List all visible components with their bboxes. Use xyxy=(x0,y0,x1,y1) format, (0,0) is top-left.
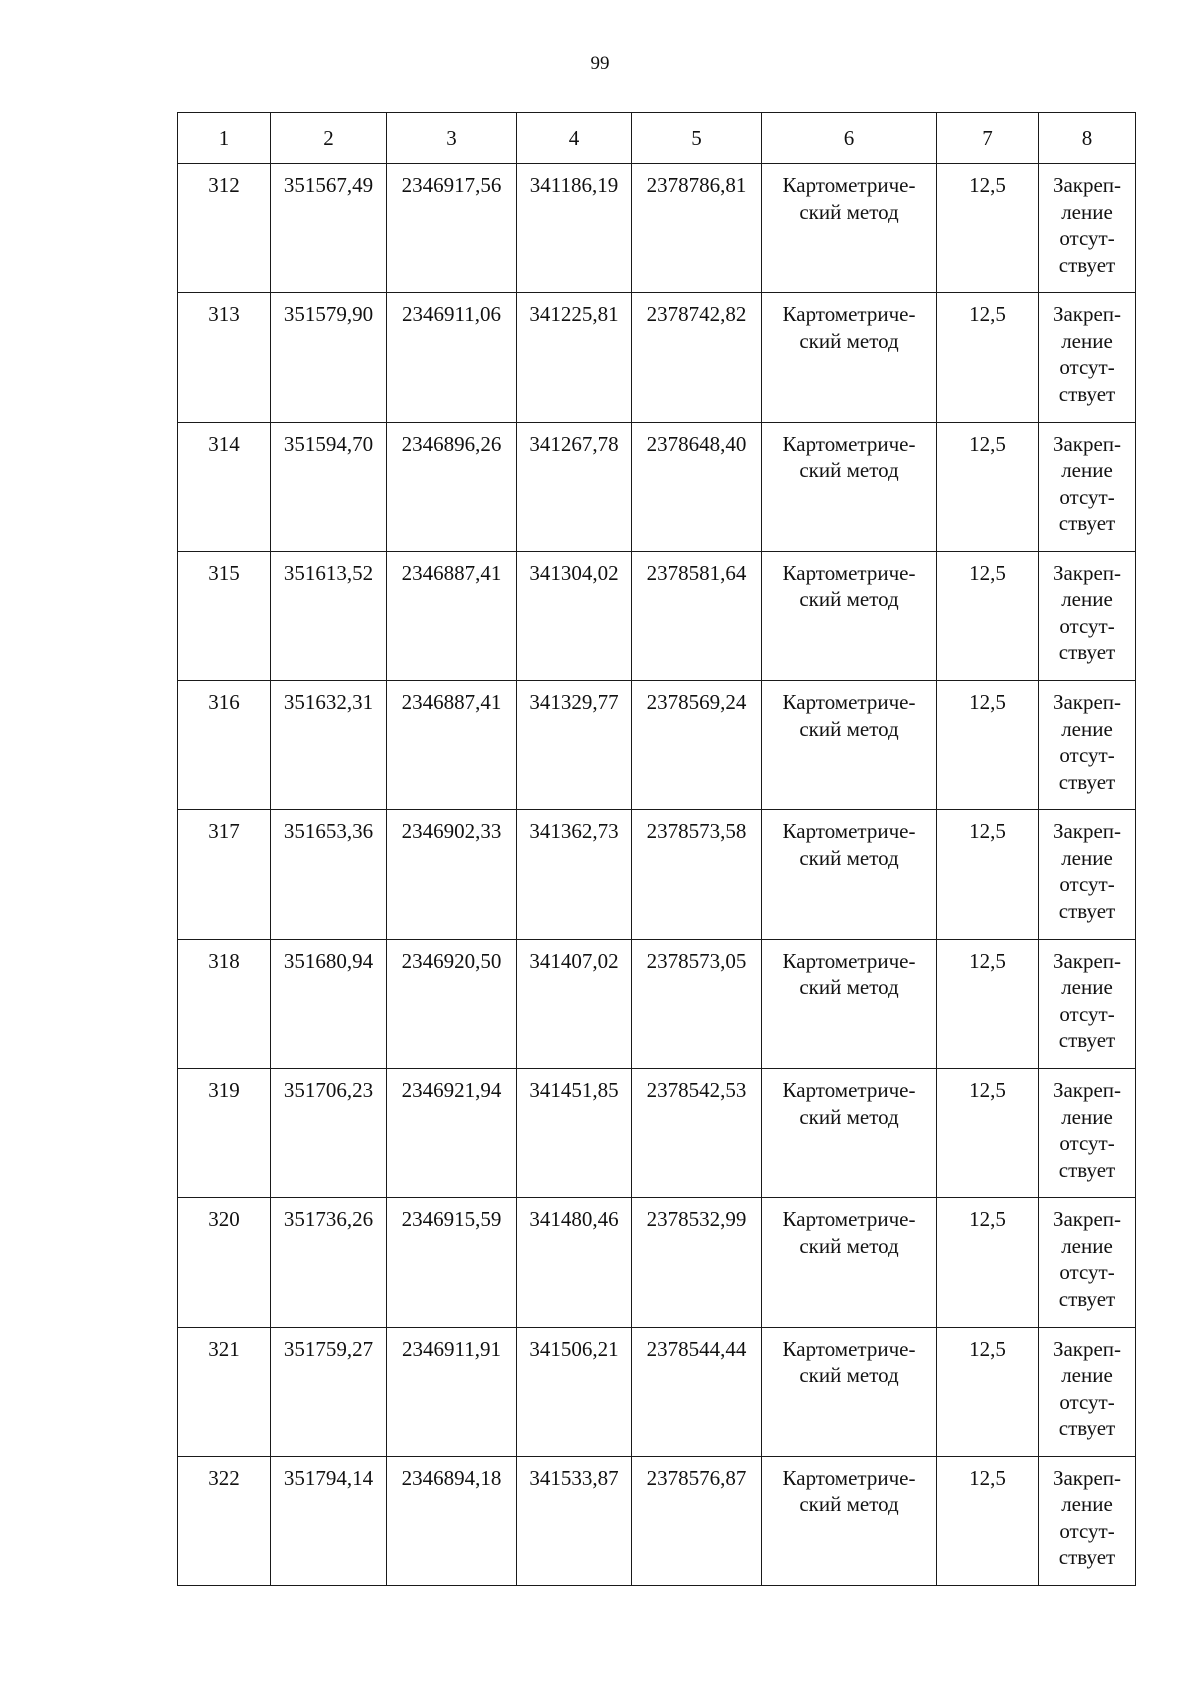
header-cell: 6 xyxy=(762,113,937,164)
fixation-cell xyxy=(1039,551,1136,680)
cell-text: Картометриче- ский метод xyxy=(782,948,916,1000)
coord-y2-cell xyxy=(632,1327,762,1456)
table-row xyxy=(178,551,1136,680)
method-cell xyxy=(762,293,937,422)
cell-text: 12,5 xyxy=(969,1465,1006,1490)
coord-x2-cell xyxy=(517,422,632,551)
fixation-cell xyxy=(1039,939,1136,1068)
cell-text: Картометриче- ский метод xyxy=(782,819,916,870)
accuracy-cell xyxy=(937,681,1039,810)
cell-text: 12,5 xyxy=(969,690,1006,715)
method-cell xyxy=(762,681,937,810)
cell-text: 351567,49 xyxy=(283,173,374,197)
point-number-cell xyxy=(178,422,271,551)
fixation-cell xyxy=(1039,1198,1136,1327)
cell-text: 2346894,18 xyxy=(401,1465,502,1490)
coord-y-cell xyxy=(387,681,517,810)
point-number-cell xyxy=(178,810,271,939)
cell-text: 341533,87 xyxy=(529,1465,619,1490)
cell-text: 12,5 xyxy=(969,302,1006,327)
coord-x-cell xyxy=(271,939,387,1068)
cell-text: 341407,02 xyxy=(529,948,619,973)
coord-x2-cell xyxy=(517,293,632,422)
cell-text: 341186,19 xyxy=(529,173,619,197)
cell-text: 318 xyxy=(208,948,240,973)
coord-x2-cell xyxy=(517,810,632,939)
cell-text: 316 xyxy=(208,690,240,715)
accuracy-cell xyxy=(937,1069,1039,1198)
table-row xyxy=(178,164,1136,293)
coord-y2-cell xyxy=(632,293,762,422)
header-cell: 7 xyxy=(937,113,1039,164)
method-cell xyxy=(762,1198,937,1327)
cell-text: 2346911,91 xyxy=(402,1336,501,1361)
cell-text: 2346911,06 xyxy=(402,302,501,327)
coord-y2-cell xyxy=(632,681,762,810)
header-cell: 1 xyxy=(178,113,271,164)
table-row xyxy=(178,422,1136,551)
cell-text: 351632,31 xyxy=(283,690,374,715)
cell-text: Закреп- ление отсут- ствует xyxy=(1052,1207,1122,1311)
cell-text: 2378532,99 xyxy=(646,1207,747,1232)
cell-text: 341451,85 xyxy=(529,1078,619,1103)
coord-y-cell xyxy=(387,810,517,939)
cell-text: Закреп- ление отсут- ствует xyxy=(1052,819,1122,923)
coord-x2-cell xyxy=(517,164,632,293)
cell-text: 12,5 xyxy=(969,560,1006,585)
table-row xyxy=(178,681,1136,810)
method-cell xyxy=(762,1456,937,1585)
cell-text: 341225,81 xyxy=(529,302,619,327)
cell-text: 351613,52 xyxy=(283,560,374,585)
cell-text: 313 xyxy=(208,302,240,327)
table-row xyxy=(178,293,1136,422)
point-number-cell xyxy=(178,164,271,293)
accuracy-cell xyxy=(937,1327,1039,1456)
cell-text: 2378573,58 xyxy=(646,819,747,844)
cell-text: 2378786,81 xyxy=(646,173,747,197)
table-row xyxy=(178,1198,1136,1327)
cell-text: 351706,23 xyxy=(283,1078,374,1103)
cell-text: 2378569,24 xyxy=(646,690,747,715)
cell-text: Закреп- ление отсут- ствует xyxy=(1052,1336,1122,1441)
coord-y2-cell xyxy=(632,1198,762,1327)
cell-text: 2378544,44 xyxy=(646,1336,747,1361)
method-cell xyxy=(762,422,937,551)
cell-text: 312 xyxy=(208,173,240,197)
page-number: 99 xyxy=(590,53,610,74)
cell-text: 320 xyxy=(208,1207,240,1232)
cell-text: 2378648,40 xyxy=(646,431,747,456)
cell-text: 2346921,94 xyxy=(401,1078,502,1103)
cell-text: 351653,36 xyxy=(283,819,374,844)
cell-text: 351680,94 xyxy=(283,948,374,973)
point-number-cell xyxy=(178,293,271,422)
cell-text: 319 xyxy=(208,1078,240,1103)
header-cell: 5 xyxy=(632,113,762,164)
accuracy-cell xyxy=(937,293,1039,422)
cell-text: 351736,26 xyxy=(283,1207,374,1232)
method-cell xyxy=(762,1069,937,1198)
table-row xyxy=(178,810,1136,939)
coord-y-cell xyxy=(387,1198,517,1327)
method-cell xyxy=(762,939,937,1068)
point-number-cell xyxy=(178,1198,271,1327)
coord-x-cell xyxy=(271,293,387,422)
coord-x-cell xyxy=(271,1456,387,1585)
fixation-cell xyxy=(1039,1069,1136,1198)
fixation-cell xyxy=(1039,422,1136,551)
cell-text: Картометриче- ский метод xyxy=(782,173,916,224)
point-number-cell xyxy=(178,1069,271,1198)
table-row xyxy=(178,1069,1136,1198)
coordinates-table xyxy=(177,112,1136,1586)
coord-y2-cell xyxy=(632,1069,762,1198)
header-cell: 3 xyxy=(387,113,517,164)
coord-x2-cell xyxy=(517,1069,632,1198)
accuracy-cell xyxy=(937,939,1039,1068)
cell-text: 2346902,33 xyxy=(401,819,502,844)
cell-text: 2346887,41 xyxy=(401,560,502,585)
table-row xyxy=(178,1327,1136,1456)
header-cell: 2 xyxy=(271,113,387,164)
cell-text: 341506,21 xyxy=(529,1336,619,1361)
coord-y2-cell xyxy=(632,164,762,293)
accuracy-cell xyxy=(937,1198,1039,1327)
coord-y-cell xyxy=(387,551,517,680)
coord-y-cell xyxy=(387,939,517,1068)
coord-x-cell xyxy=(271,1198,387,1327)
cell-text: 12,5 xyxy=(969,1078,1006,1103)
coord-y-cell xyxy=(387,422,517,551)
coord-x-cell xyxy=(271,810,387,939)
cell-text: 12,5 xyxy=(969,1336,1006,1361)
accuracy-cell xyxy=(937,551,1039,680)
accuracy-cell xyxy=(937,810,1039,939)
table-row xyxy=(178,939,1136,1068)
point-number-cell xyxy=(178,681,271,810)
cell-text: 2346920,50 xyxy=(401,948,502,973)
point-number-cell xyxy=(178,1327,271,1456)
cell-text: 2378581,64 xyxy=(646,560,747,585)
cell-text: 317 xyxy=(208,819,240,844)
cell-text: 12,5 xyxy=(969,1207,1006,1232)
cell-text: 314 xyxy=(208,431,240,456)
coord-y-cell xyxy=(387,1456,517,1585)
cell-text: Закреп- ление отсут- ствует xyxy=(1052,690,1122,794)
cell-text: Закреп- ление отсут- ствует xyxy=(1052,431,1122,536)
cell-text: Картометриче- ский метод xyxy=(782,302,916,353)
cell-text: 2378742,82 xyxy=(646,302,747,327)
cell-text: 322 xyxy=(208,1465,240,1490)
cell-text: Закреп- ление отсут- ствует xyxy=(1052,1465,1122,1570)
cell-text: 2346917,56 xyxy=(401,173,502,197)
cell-text: 341480,46 xyxy=(529,1207,619,1232)
cell-text: Картометриче- ский метод xyxy=(782,560,916,612)
cell-text: 2378542,53 xyxy=(646,1078,747,1103)
coord-x-cell xyxy=(271,551,387,680)
cell-text: Закреп- ление отсут- ствует xyxy=(1052,302,1122,406)
cell-text: Картометриче- ский метод xyxy=(782,1207,916,1258)
cell-text: Картометриче- ский метод xyxy=(782,1336,916,1388)
coord-x-cell xyxy=(271,1069,387,1198)
cell-text: 341267,78 xyxy=(529,431,619,456)
cell-text: Картометриче- ский метод xyxy=(782,690,916,741)
accuracy-cell xyxy=(937,422,1039,551)
method-cell xyxy=(762,551,937,680)
cell-text: 12,5 xyxy=(969,948,1006,973)
method-cell xyxy=(762,164,937,293)
cell-text: 12,5 xyxy=(969,431,1006,456)
cell-text: 321 xyxy=(208,1336,240,1361)
coord-y2-cell xyxy=(632,810,762,939)
cell-text: 341329,77 xyxy=(529,690,619,715)
coord-y-cell xyxy=(387,164,517,293)
cell-text: Закреп- ление отсут- ствует xyxy=(1052,1078,1122,1182)
table-row xyxy=(178,1456,1136,1585)
coord-x2-cell xyxy=(517,939,632,1068)
header-cell: 4 xyxy=(517,113,632,164)
accuracy-cell xyxy=(937,1456,1039,1585)
coord-x2-cell xyxy=(517,1198,632,1327)
coord-y-cell xyxy=(387,1069,517,1198)
cell-text: 12,5 xyxy=(969,819,1006,844)
cell-text: 351759,27 xyxy=(283,1336,374,1361)
cell-text: Картометриче- ский метод xyxy=(782,431,916,483)
fixation-cell xyxy=(1039,681,1136,810)
coord-x2-cell xyxy=(517,1456,632,1585)
coord-x-cell xyxy=(271,1327,387,1456)
fixation-cell xyxy=(1039,164,1136,293)
fixation-cell xyxy=(1039,293,1136,422)
method-cell xyxy=(762,1327,937,1456)
point-number-cell xyxy=(178,1456,271,1585)
cell-text: 341304,02 xyxy=(529,560,619,585)
table-body xyxy=(178,113,1136,1586)
cell-text: 2378576,87 xyxy=(646,1465,747,1490)
coord-x-cell xyxy=(271,422,387,551)
cell-text: 351794,14 xyxy=(283,1465,374,1490)
coord-y-cell xyxy=(387,1327,517,1456)
fixation-cell xyxy=(1039,1327,1136,1456)
cell-text: Картометриче- ский метод xyxy=(782,1078,916,1129)
cell-text: 2346915,59 xyxy=(401,1207,502,1232)
coord-y2-cell xyxy=(632,551,762,680)
cell-text: Закреп- ление отсут- ствует xyxy=(1052,560,1122,665)
coord-y-cell xyxy=(387,293,517,422)
coord-x2-cell xyxy=(517,681,632,810)
cell-text: 351594,70 xyxy=(283,431,374,456)
coord-y2-cell xyxy=(632,1456,762,1585)
cell-text: 315 xyxy=(208,560,240,585)
coord-y2-cell xyxy=(632,939,762,1068)
cell-text: 2346887,41 xyxy=(401,690,502,715)
coord-x2-cell xyxy=(517,1327,632,1456)
method-cell xyxy=(762,810,937,939)
point-number-cell xyxy=(178,551,271,680)
cell-text: Картометриче- ский метод xyxy=(782,1465,916,1517)
cell-text: Закреп- ление отсут- ствует xyxy=(1052,948,1122,1053)
cell-text: 351579,90 xyxy=(283,302,374,327)
table-header-row xyxy=(178,113,1136,164)
coord-x2-cell xyxy=(517,551,632,680)
coord-x-cell xyxy=(271,681,387,810)
cell-text: 341362,73 xyxy=(529,819,619,844)
coord-x-cell xyxy=(271,164,387,293)
point-number-cell xyxy=(178,939,271,1068)
coord-y2-cell xyxy=(632,422,762,551)
header-cell: 8 xyxy=(1039,113,1136,164)
accuracy-cell xyxy=(937,164,1039,293)
cell-text: 2346896,26 xyxy=(401,431,502,456)
cell-text: Закреп- ление отсут- ствует xyxy=(1052,173,1122,277)
cell-text: 2378573,05 xyxy=(646,948,747,973)
cell-text: 12,5 xyxy=(969,173,1006,197)
fixation-cell xyxy=(1039,1456,1136,1585)
fixation-cell xyxy=(1039,810,1136,939)
